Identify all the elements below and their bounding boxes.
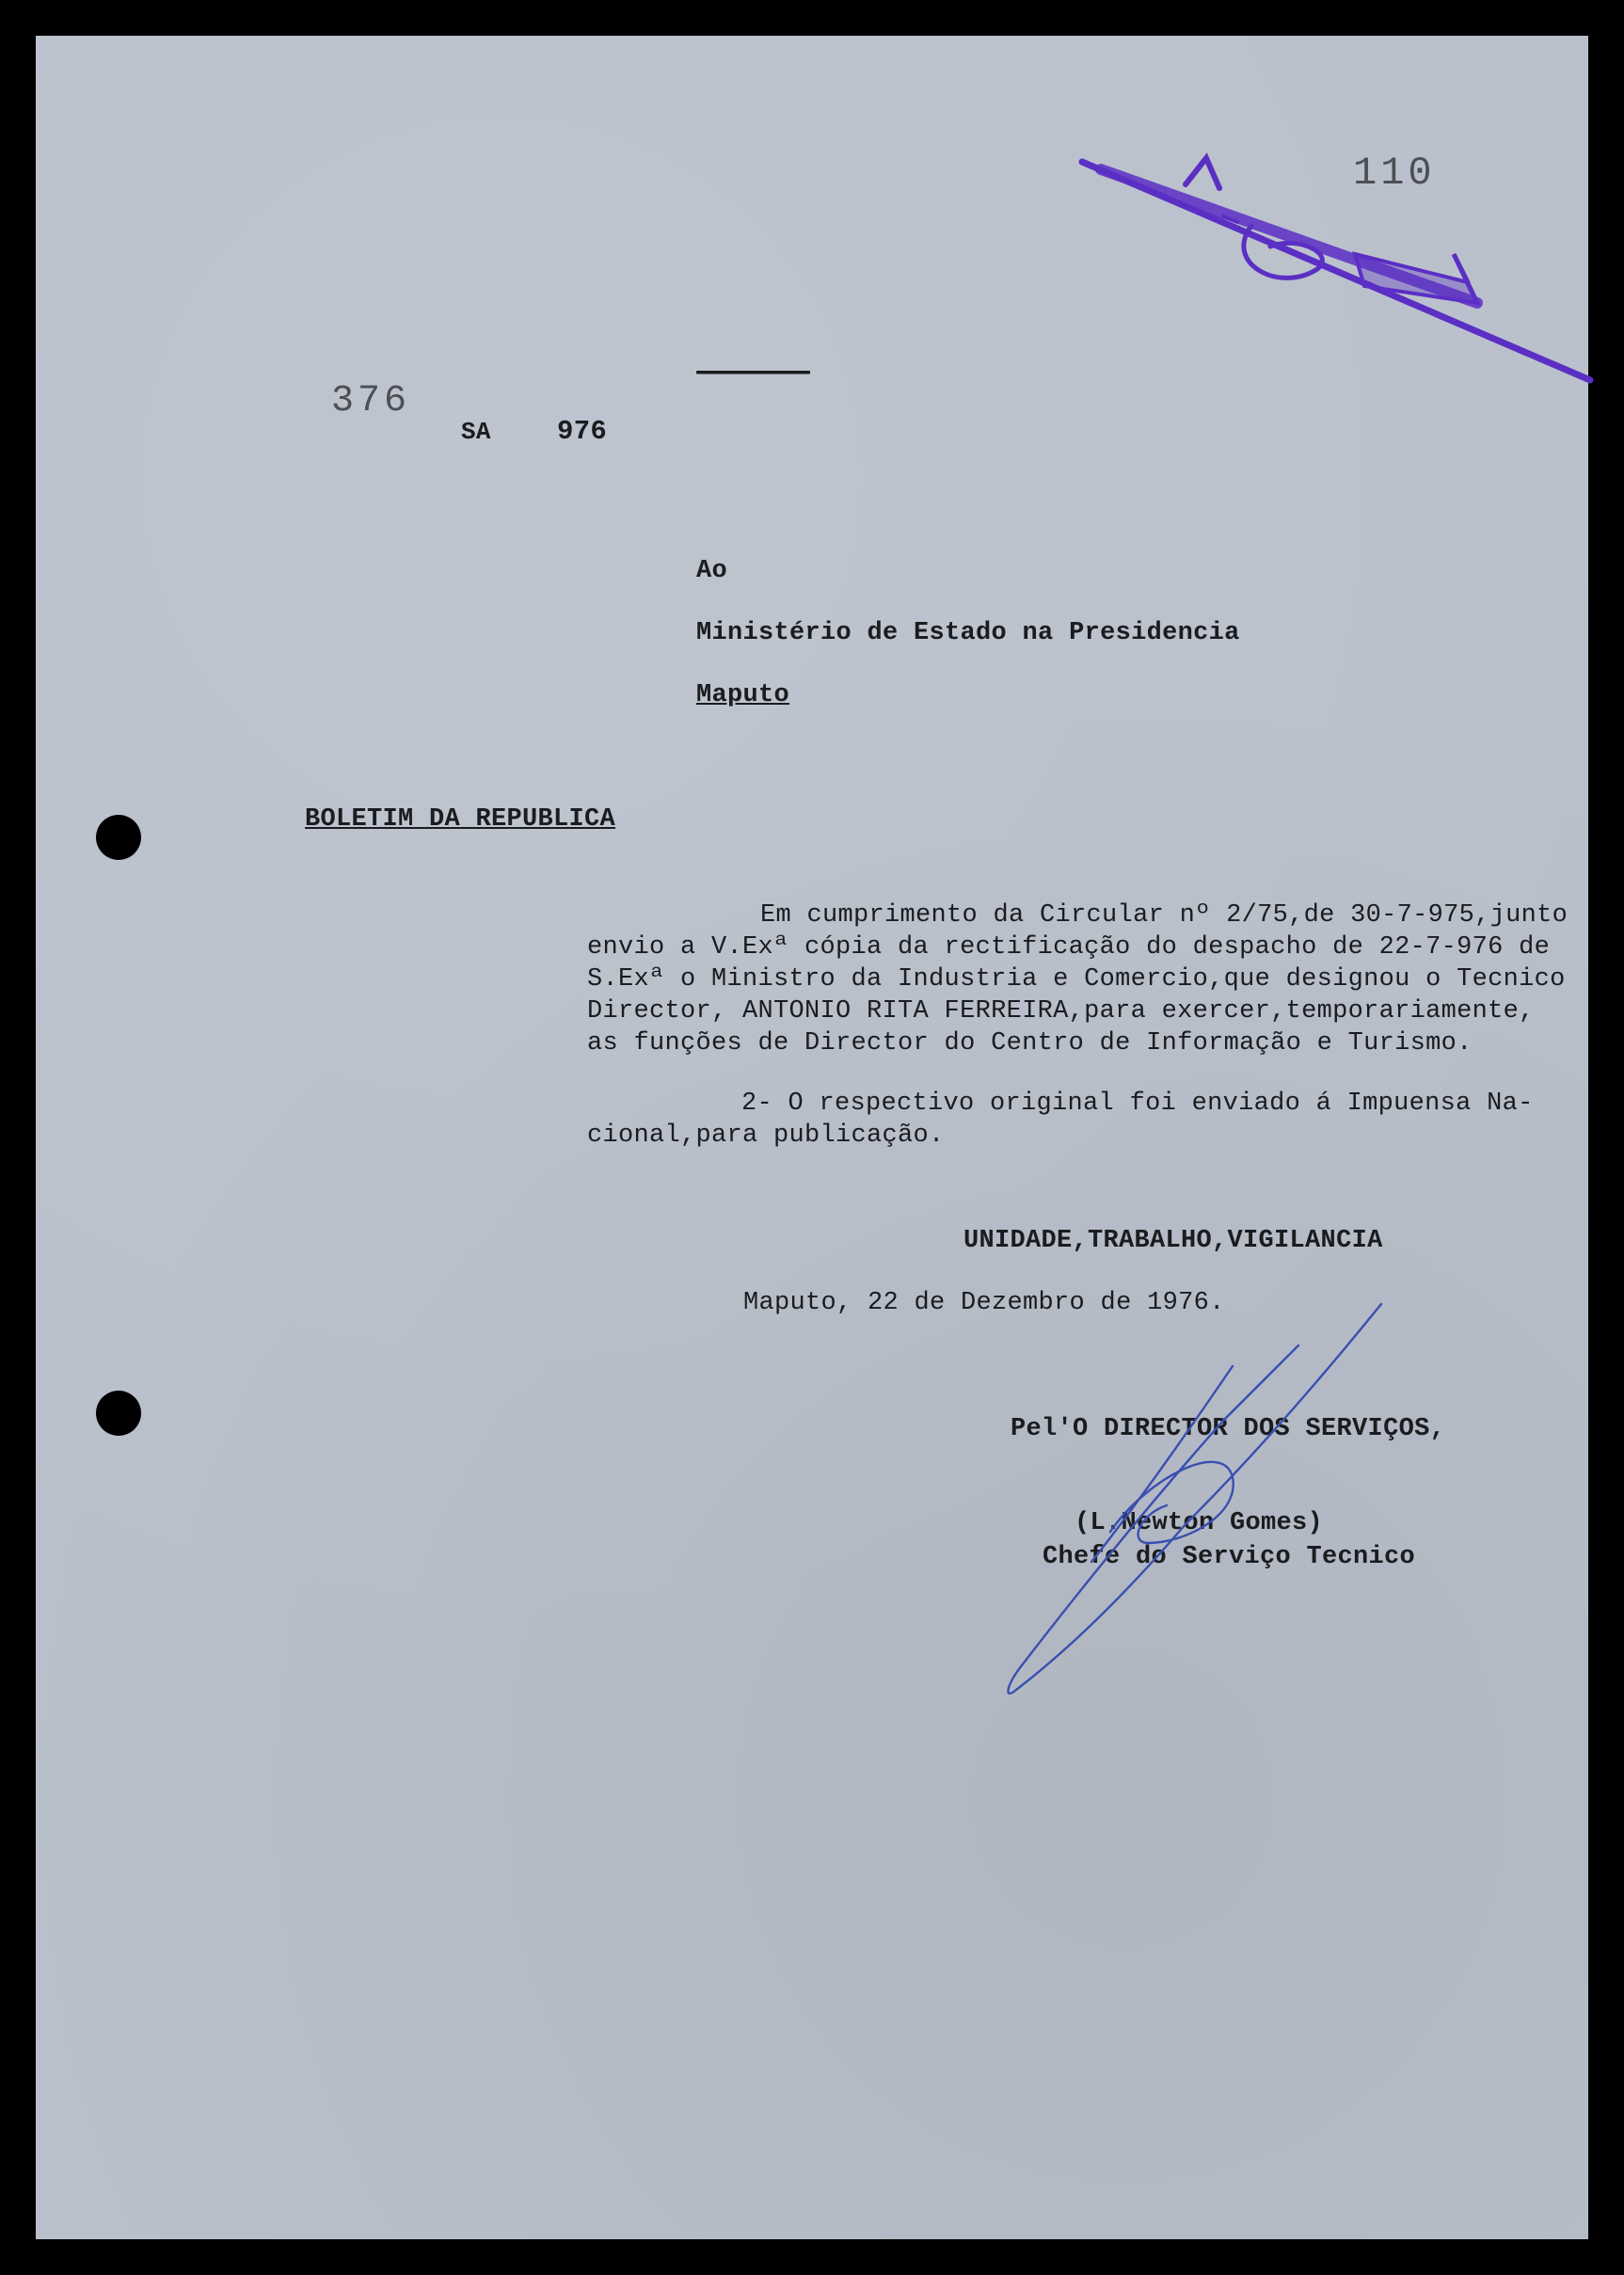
address-ministry: Ministério de Estado na Presidencia [696,619,1240,647]
date-line: Maputo, 22 de Dezembro de 1976. [743,1289,1225,1317]
reference-number: 376 [331,380,411,422]
body-line: cional,para publicação. [587,1122,945,1150]
pen-signature [1008,1304,1381,1694]
address-city: Maputo [696,681,790,709]
purple-stamp-mark [1082,158,1590,380]
motto: UNIDADE,TRABALHO,VIGILANCIA [963,1227,1383,1255]
body-line: envio a V.Exª cópia da rectificação do despacho de 22-7-976 de [587,933,1551,962]
signatory-name: (L.Newton Gomes) [1075,1509,1324,1537]
body-line: Director, ANTONIO RITA FERREIRA,para exercer,temporariamente, [587,997,1535,1026]
reference-year: 976 [557,416,608,447]
struck-through-line: ▬▬▬▬▬▬▬▬▬▬▬▬▬▬▬▬▬ [696,363,809,379]
page-number: 110 [1353,151,1436,196]
subject-heading: BOLETIM DA REPUBLICA [305,805,616,834]
signature-for-line: Pel'O DIRECTOR DOS SERVIÇOS, [1011,1415,1446,1443]
reference-code: SA [461,418,491,446]
body-line: Em cumprimento da Circular nº 2/75,de 30-7-975,junto [760,901,1568,930]
body-line: S.Exª o Ministro da Industria e Comercio,que designou o Tecnico [587,965,1566,994]
signatory-title: Chefe do Serviço Tecnico [1043,1543,1416,1571]
address-to: Ao [696,557,728,585]
body-line: as funções de Director do Centro de Informação e Turismo. [587,1029,1473,1058]
body-line: 2- O respectivo original foi enviado á Impuensa Na- [741,1090,1534,1118]
